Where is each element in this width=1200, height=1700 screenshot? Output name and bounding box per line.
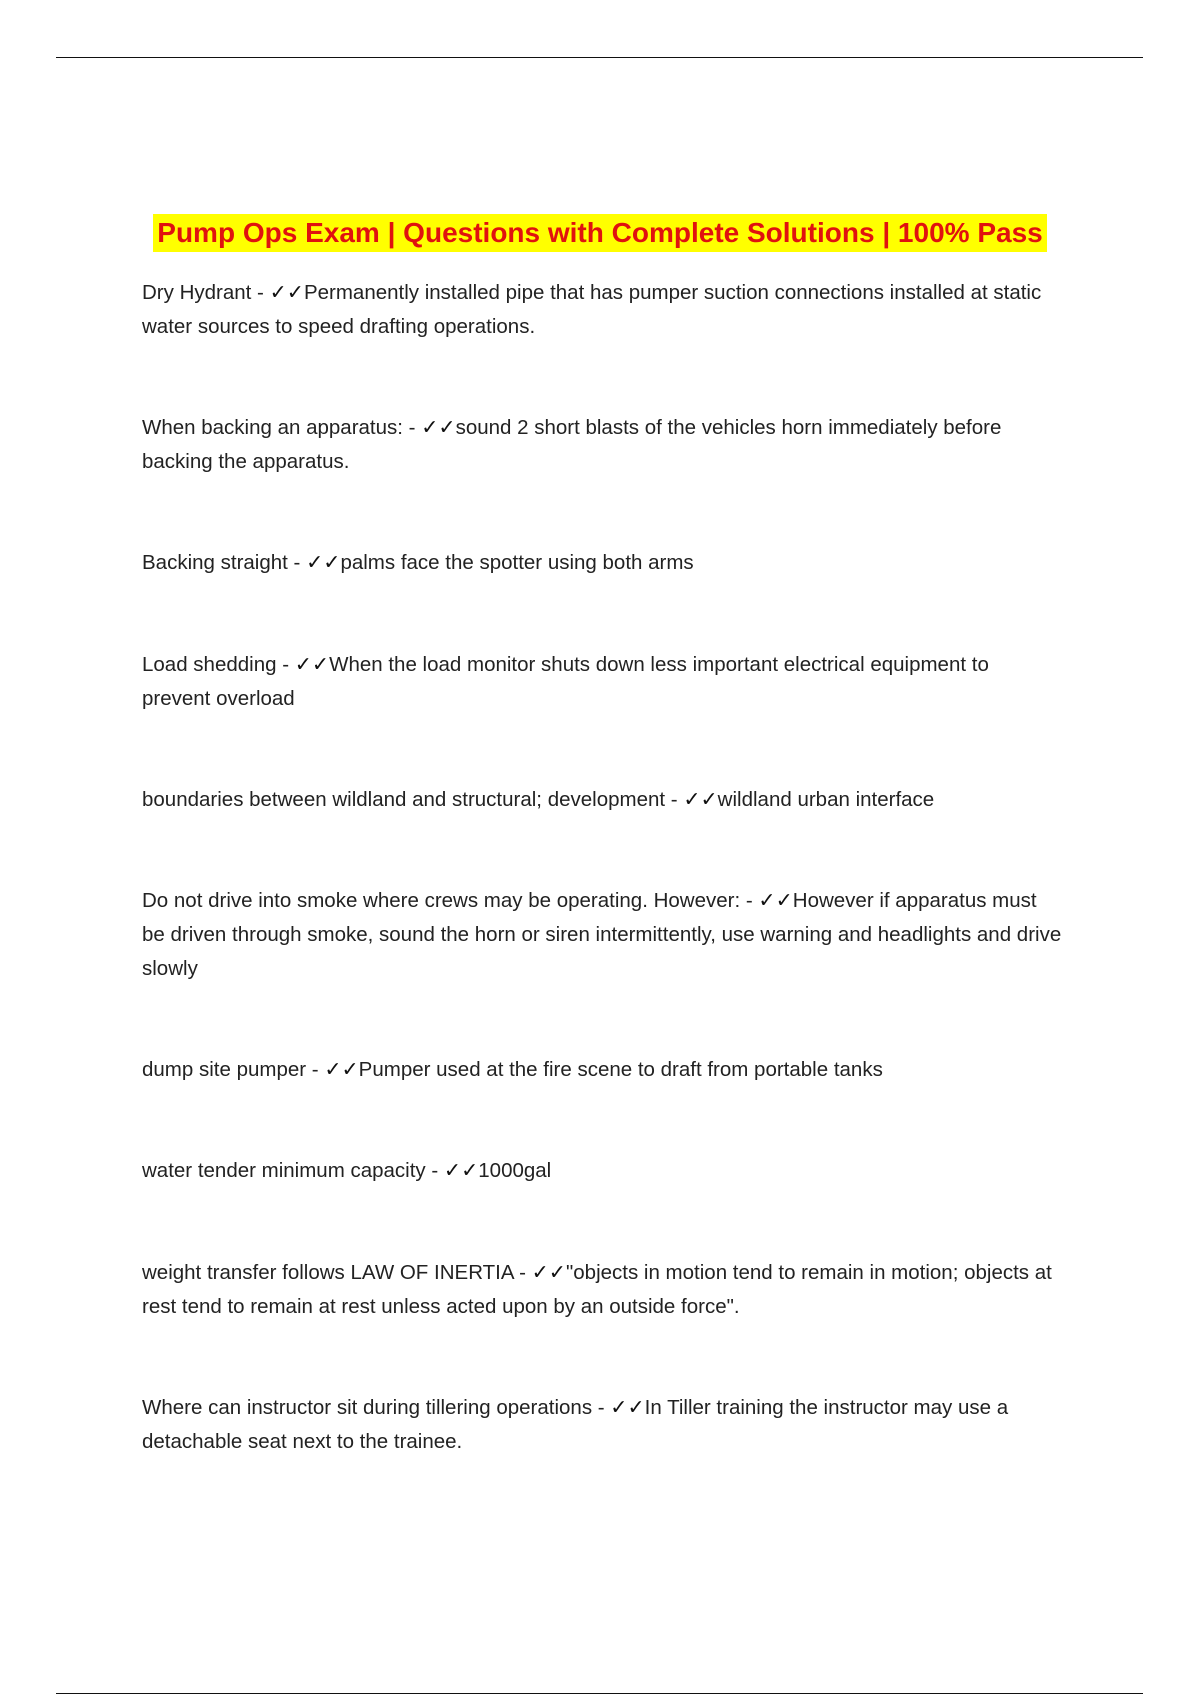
qa-term: boundaries between wildland and structural; development - [142,788,684,811]
check-mark-icon: ✓✓ [421,416,456,439]
qa-answer: Permanently installed pipe that has pumper suction connections installed at static water sources to speed drafting operations. [142,281,1042,338]
qa-answer: palms face the spotter using both arms [340,551,694,574]
check-mark-icon: ✓✓ [443,1159,479,1182]
qa-term: dump site pumper - [142,1058,325,1081]
qa-item-backing-straight [142,546,1062,580]
qa-answer: sound 2 short blasts of the vehicles horn immediately before backing the apparatus. [142,416,1002,473]
qa-item-dump-site-pumper [142,1053,1062,1087]
qa-term: Dry Hydrant - [142,281,270,304]
check-mark-icon: ✓✓ [758,889,793,912]
qa-term: water tender minimum capacity - [142,1159,444,1182]
qa-answer: Pumper used at the fire scene to draft from portable tanks [358,1058,883,1081]
qa-item-backing-apparatus [142,411,1062,479]
qa-answer: However if apparatus must be driven through smoke, sound the horn or siren intermittently, use warning and headlights and drive slowly [142,889,1062,980]
qa-item-load-shedding [142,648,1062,716]
qa-item-smoke [142,884,1062,986]
top-rule [56,57,1143,58]
qa-answer: When the load monitor shuts down less important electrical equipment to prevent overload [142,653,989,710]
qa-term: Do not drive into smoke where crews may be operating. However: - [142,889,759,912]
check-mark-icon: ✓✓ [683,788,718,811]
check-mark-icon: ✓✓ [324,1058,359,1081]
qa-item-dry-hydrant [142,276,1062,344]
check-mark-icon: ✓✓ [610,1396,645,1419]
qa-term: Where can instructor sit during tillering operations - [142,1396,611,1419]
qa-answer: 1000gal [478,1159,552,1182]
check-mark-icon: ✓✓ [531,1261,566,1284]
qa-term: When backing an apparatus: - [142,416,422,439]
qa-term: Backing straight - [142,551,307,574]
qa-answer: In Tiller training the instructor may use a detachable seat next to the trainee. [142,1396,1009,1453]
check-mark-icon: ✓✓ [306,551,341,574]
qa-answer: wildland urban interface [717,788,935,811]
qa-answer: "objects in motion tend to remain in motion; objects at rest tend to remain at rest unless acted upon by an outside force". [142,1261,1052,1318]
bottom-rule [56,1693,1143,1694]
title-container [0,214,1200,252]
qa-item-water-tender [142,1154,1062,1188]
check-mark-icon: ✓✓ [269,281,304,304]
qa-item-inertia [142,1256,1062,1324]
qa-item-wildland [142,783,1062,817]
qa-item-tiller [142,1391,1062,1459]
qa-term: Load shedding - [142,653,295,676]
qa-term: weight transfer follows LAW OF INERTIA - [142,1261,532,1284]
document-title: Pump Ops Exam | Questions with Complete Solutions | 100% Pass [153,214,1046,252]
check-mark-icon: ✓✓ [294,653,330,676]
